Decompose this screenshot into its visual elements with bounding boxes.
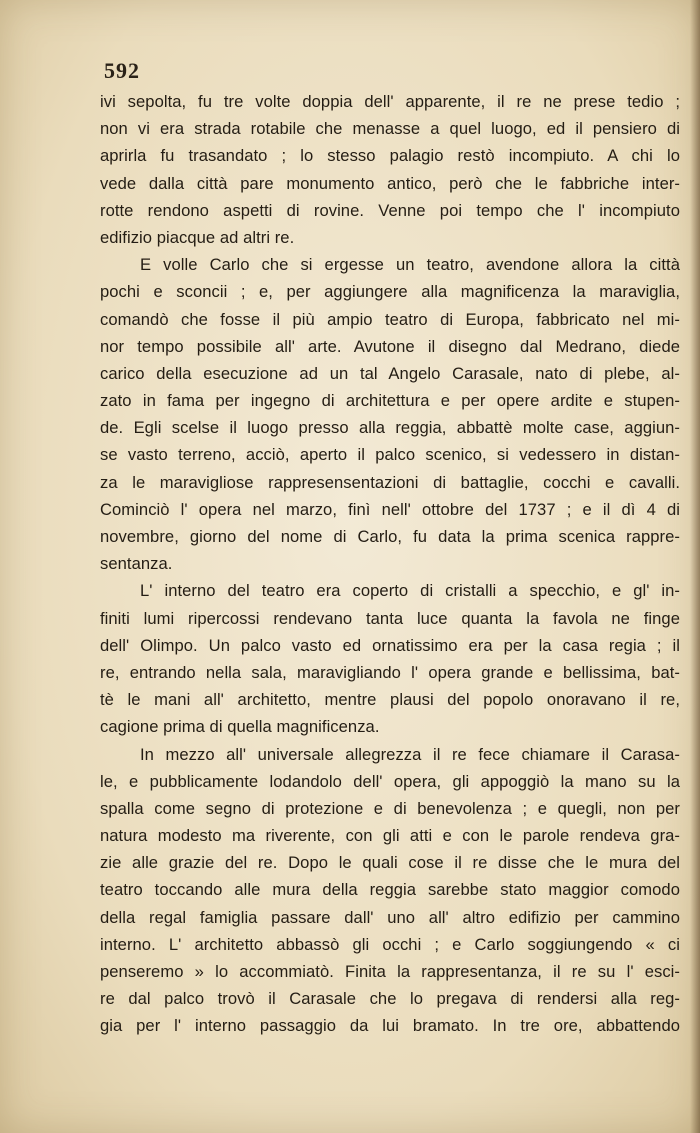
text-line: Cominciò l' opera nel marzo, finì nell' ottobre del 1737 ; e il dì 4 di (100, 499, 680, 519)
text-line: le, e pubblicamente lodandolo dell' opera, gli appoggiò la mano su la (100, 771, 680, 791)
text-line: gia per l' interno passaggio da lui bramato. In tre ore, abbattendo (100, 1016, 680, 1036)
text-line: penseremo » lo accommiatò. Finita la rappresentanza, il re su l' esci- (100, 962, 680, 981)
text-line: E volle Carlo che si ergesse un teatro, avendone allora la città (140, 255, 680, 275)
text-line: pochi e sconcii ; e, per aggiungere alla magnificenza la maraviglia, (100, 282, 680, 302)
text-line: spalla come segno di protezione e di benevolenza ; e quegli, non per (100, 798, 680, 818)
text-line: de. Egli scelse il luogo presso alla reggia, abbattè molte case, aggiun- (100, 418, 680, 438)
text-line: natura modesto ma riverente, con gli atti e con le parole rendeva gra- (100, 826, 680, 846)
text-line: ivi sepolta, fu tre volte doppia dell' apparente, il re ne prese tedio ; (100, 92, 680, 111)
text-line: nor tempo possibile all' arte. Avutone il disegno dal Medrano, diede (100, 336, 680, 356)
text-line: se vasto terreno, acciò, aperto il palco scenico, si vedessero in distan- (100, 445, 680, 465)
text-line: In mezzo all' universale allegrezza il re fece chiamare il Carasa- (140, 744, 680, 764)
text-line: za le maravigliose rappresensentazioni di battaglie, cocchi e cavalli. (100, 472, 680, 492)
text-line: carico della esecuzione ad un tal Angelo Carasale, nato di plebe, al- (100, 363, 680, 383)
body-text (100, 88, 680, 1040)
text-line: sentanza. (100, 554, 173, 574)
text-line: edifizio piacque ad altri re. (100, 227, 295, 247)
text-line: teatro toccando alle mura della reggia sarebbe stato maggior comodo (100, 880, 680, 900)
text-line: comandò che fosse il più ampio teatro di Europa, fabbricato nel mi- (100, 309, 680, 329)
text-line: novembre, giorno del nome di Carlo, fu data la prima scenica rappre- (100, 527, 680, 546)
text-line: non vi era strada rotabile che menasse a quel luogo, ed il pensiero di (100, 119, 680, 139)
text-line: cagione prima di quella magnificenza. (100, 717, 380, 737)
text-line: re, entrando nella sala, maravigliando l' opera grande e bellissima, bat- (100, 662, 680, 682)
text-line: L' interno del teatro era coperto di cristalli a specchio, e gl' in- (140, 581, 680, 601)
text-line: zato in fama per ingegno di architettura e per opere ardite e stupen- (100, 391, 680, 411)
text-line: interno. L' architetto abbassò gli occhi ; e Carlo soggiungendo « ci (100, 934, 680, 954)
text-line: della regal famiglia passare dall' uno all' altro edifizio per cammino (100, 907, 680, 927)
text-line: zie alle grazie del re. Dopo le quali cose il re disse che le mura del (100, 853, 680, 873)
page-edge-shadow (690, 0, 700, 1133)
page-number: 592 (104, 58, 140, 83)
text-line: finiti lumi ripercossi rendevano tanta luce quanta la favola ne finge (100, 608, 680, 628)
text-line: rotte rendono aspetti di rovine. Venne poi tempo che l' incompiuto (100, 200, 680, 220)
text-line: tè le mani all' architetto, mentre plausi del popolo onoravano il re, (100, 690, 680, 710)
text-line: dell' Olimpo. Un palco vasto ed ornatissimo era per la casa regia ; il (100, 635, 680, 655)
text-line: aprirla fu trasandato ; lo stesso palagio restò incompiuto. A chi lo (100, 146, 680, 166)
text-line: re dal palco trovò il Carasale che lo pregava di rendersi alla reg- (100, 989, 680, 1009)
text-line: vede dalla città pare monumento antico, però che le fabbriche inter- (100, 173, 680, 193)
